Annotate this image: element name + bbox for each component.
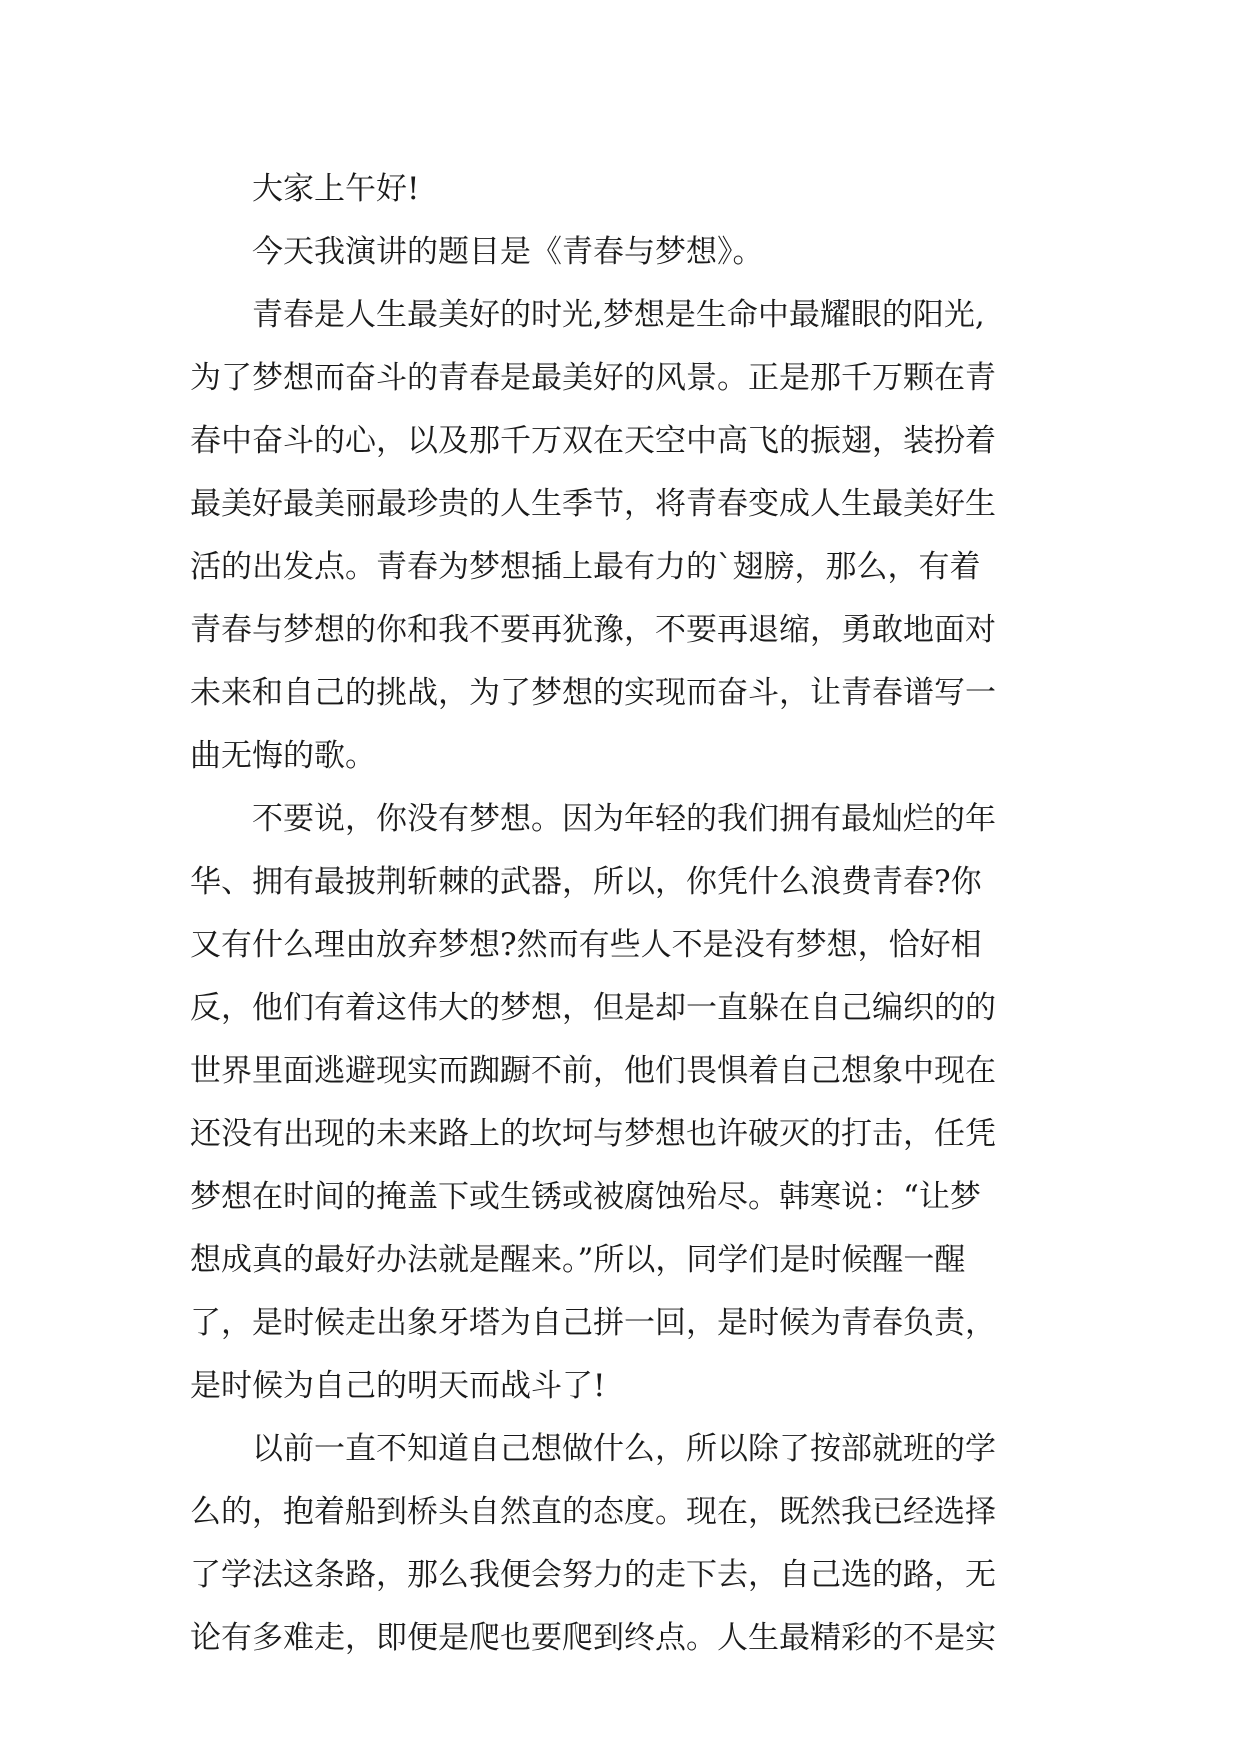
paragraph-1-line: 最美好最美丽最珍贵的人生季节，将青春变成人生最美好生 <box>190 486 996 522</box>
paragraph-3-line: 以前一直不知道自己想做什么，所以除了按部就班的学 <box>252 1431 996 1467</box>
paragraph-3-line: 了学法这条路，那么我便会努力的走下去，自己选的路，无 <box>190 1557 996 1593</box>
paragraph-3-line: 么的，抱着船到桥头自然直的态度。现在，既然我已经选择 <box>190 1494 996 1530</box>
paragraph-1-line: 春中奋斗的心，以及那千万双在天空中高飞的振翅，装扮着 <box>190 423 996 459</box>
paragraph-2-line: 了，是时候走出象牙塔为自己拼一回，是时候为青春负责， <box>190 1305 996 1341</box>
paragraph-2-line: 华、拥有最披荆斩棘的武器，所以，你凭什么浪费青春?你 <box>190 864 982 900</box>
paragraph-1-line: 曲无悔的歌。 <box>190 738 376 774</box>
paragraph-2-line: 反，他们有着这伟大的梦想，但是却一直躲在自己编织的的 <box>190 990 996 1026</box>
paragraph-3-line: 论有多难走，即便是爬也要爬到终点。人生最精彩的不是实 <box>190 1620 996 1656</box>
paragraph-2-line: 想成真的最好办法就是醒来。”所以，同学们是时候醒一醒 <box>190 1242 966 1278</box>
paragraph-1-line: 未来和自己的挑战，为了梦想的实现而奋斗，让青春谱写一 <box>190 675 996 711</box>
paragraph-2-line: 世界里面逃避现实而踟蹰不前，他们畏惧着自己想象中现在 <box>190 1053 996 1089</box>
paragraph-2-line: 是时候为自己的明天而战斗了! <box>190 1368 606 1404</box>
greeting-line: 大家上午好! <box>252 171 420 207</box>
paragraph-2-line: 又有什么理由放弃梦想?然而有些人不是没有梦想，恰好相 <box>190 927 982 963</box>
paragraph-1-line: 青春是人生最美好的时光,梦想是生命中最耀眼的阳光, <box>252 297 985 333</box>
topic-line: 今天我演讲的题目是《青春与梦想》。 <box>252 234 764 270</box>
paragraph-1-line: 为了梦想而奋斗的青春是最美好的风景。正是那千万颗在青 <box>190 360 996 396</box>
paragraph-1-line: 青春与梦想的你和我不要再犹豫，不要再退缩，勇敢地面对 <box>190 612 996 648</box>
paragraph-2-line: 不要说，你没有梦想。因为年轻的我们拥有最灿烂的年 <box>252 801 996 837</box>
paragraph-2-line: 梦想在时间的掩盖下或生锈或被腐蚀殆尽。韩寒说：“让梦 <box>190 1179 981 1215</box>
paragraph-1-line: 活的出发点。青春为梦想插上最有力的`翅膀，那么，有着 <box>190 549 981 585</box>
speech-text <box>190 158 1090 1670</box>
paragraph-2-line: 还没有出现的未来路上的坎坷与梦想也许破灭的打击，任凭 <box>190 1116 996 1152</box>
